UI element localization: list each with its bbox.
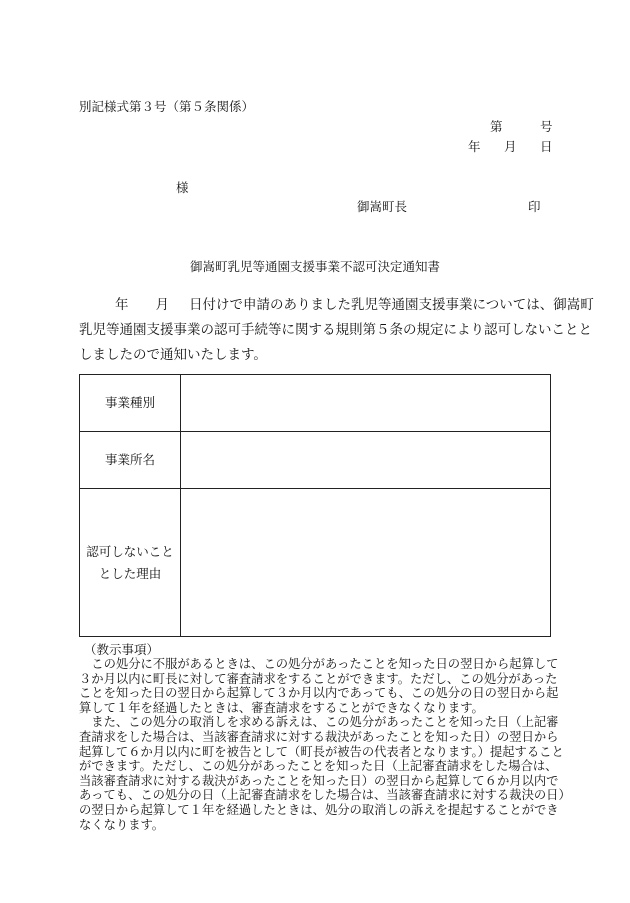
row-label-text: 事業種別 — [104, 395, 155, 410]
instructions-line: あっても、この処分の日（上記審査請求をした場合は、当該審査請求に対する裁決の日） — [79, 788, 571, 803]
body-line-2: 乳児等通園支援事業の認可手続等に関する規則第５条の規定により認可しないことと — [79, 322, 592, 338]
notice-body — [79, 293, 594, 368]
instructions-line: ３か月以内に町長に対して審査請求をすることができます。ただし、この処分があった — [79, 671, 558, 686]
instructions-line: 当該審査請求に対する裁決があったことを知った日）の翌日から起算して６か月以内で — [79, 773, 559, 788]
instructions-heading: （教示事項） — [84, 642, 160, 657]
date-day: 日 — [540, 139, 553, 154]
table-row — [80, 375, 550, 432]
instructions-line: なくなります。 — [79, 817, 165, 832]
form-number-label: 別記様式第３号（第５条関係） — [79, 99, 255, 114]
document-title: 御嵩町乳児等通園支援事業不認可決定通知書 — [189, 259, 440, 274]
instructions-line: また、この処分の取消しを求める訴えは、この処分があったことを知った日（上記審 — [79, 715, 559, 730]
body-year: 年 — [115, 297, 129, 313]
row-label-line-1: 認可しないこと — [86, 543, 174, 559]
facility-name-field[interactable] — [181, 432, 550, 488]
issuer-name: 御嵩町長 — [357, 199, 408, 214]
document-number-dai: 第 — [490, 119, 503, 134]
instructions-line: ことを知った日の翌日から起算して３か月以内であっても、この処分の日の翌日から起 — [79, 686, 559, 701]
date-month: 月 — [504, 139, 517, 154]
row-label-line-2: とした理由 — [98, 565, 162, 581]
row-label-text: 事業所名 — [104, 452, 155, 467]
row-label — [80, 489, 181, 636]
body-line-3: しましたので通知いたします。 — [79, 347, 267, 363]
row-label — [80, 375, 181, 431]
instructions-line: 起算して６か月以内に町を被告として（町長が被告の代表者となります。）提起すること — [79, 744, 564, 759]
table-row — [80, 489, 550, 636]
table-row — [80, 432, 550, 489]
instructions-line: この処分に不服があるときは、この処分があったことを知った日の翌日から起算して — [79, 657, 559, 671]
body-month: 月 — [155, 297, 169, 313]
instructions-line: 査請求をした場合は、当該審査請求に対する裁決があったことを知った日）の翌日から — [79, 729, 559, 744]
body-line-1-text: 日付けで申請のありました乳児等通園支援事業については、御嵩町 — [189, 297, 594, 313]
body-line-1 — [79, 293, 594, 318]
details-table — [79, 374, 551, 637]
row-label — [80, 432, 181, 488]
instructions-text — [79, 657, 571, 832]
date-year: 年 — [468, 139, 481, 154]
addressee-suffix: 様 — [176, 180, 189, 195]
instructions-line: の翌日から起算して１年を経過したときは、処分の取消しの訴えを提起することができ — [79, 802, 559, 817]
business-type-field[interactable] — [181, 375, 550, 431]
seal-mark: 印 — [528, 199, 541, 214]
denial-reason-field[interactable] — [181, 489, 550, 636]
document-number-go: 号 — [540, 119, 553, 134]
instructions-line: ができます。ただし、この処分があったことを知った日（上記審査請求をした場合は、 — [79, 759, 558, 774]
instructions-line: 算して１年を経過したときは、審査請求をすることができなくなります。 — [79, 700, 484, 715]
